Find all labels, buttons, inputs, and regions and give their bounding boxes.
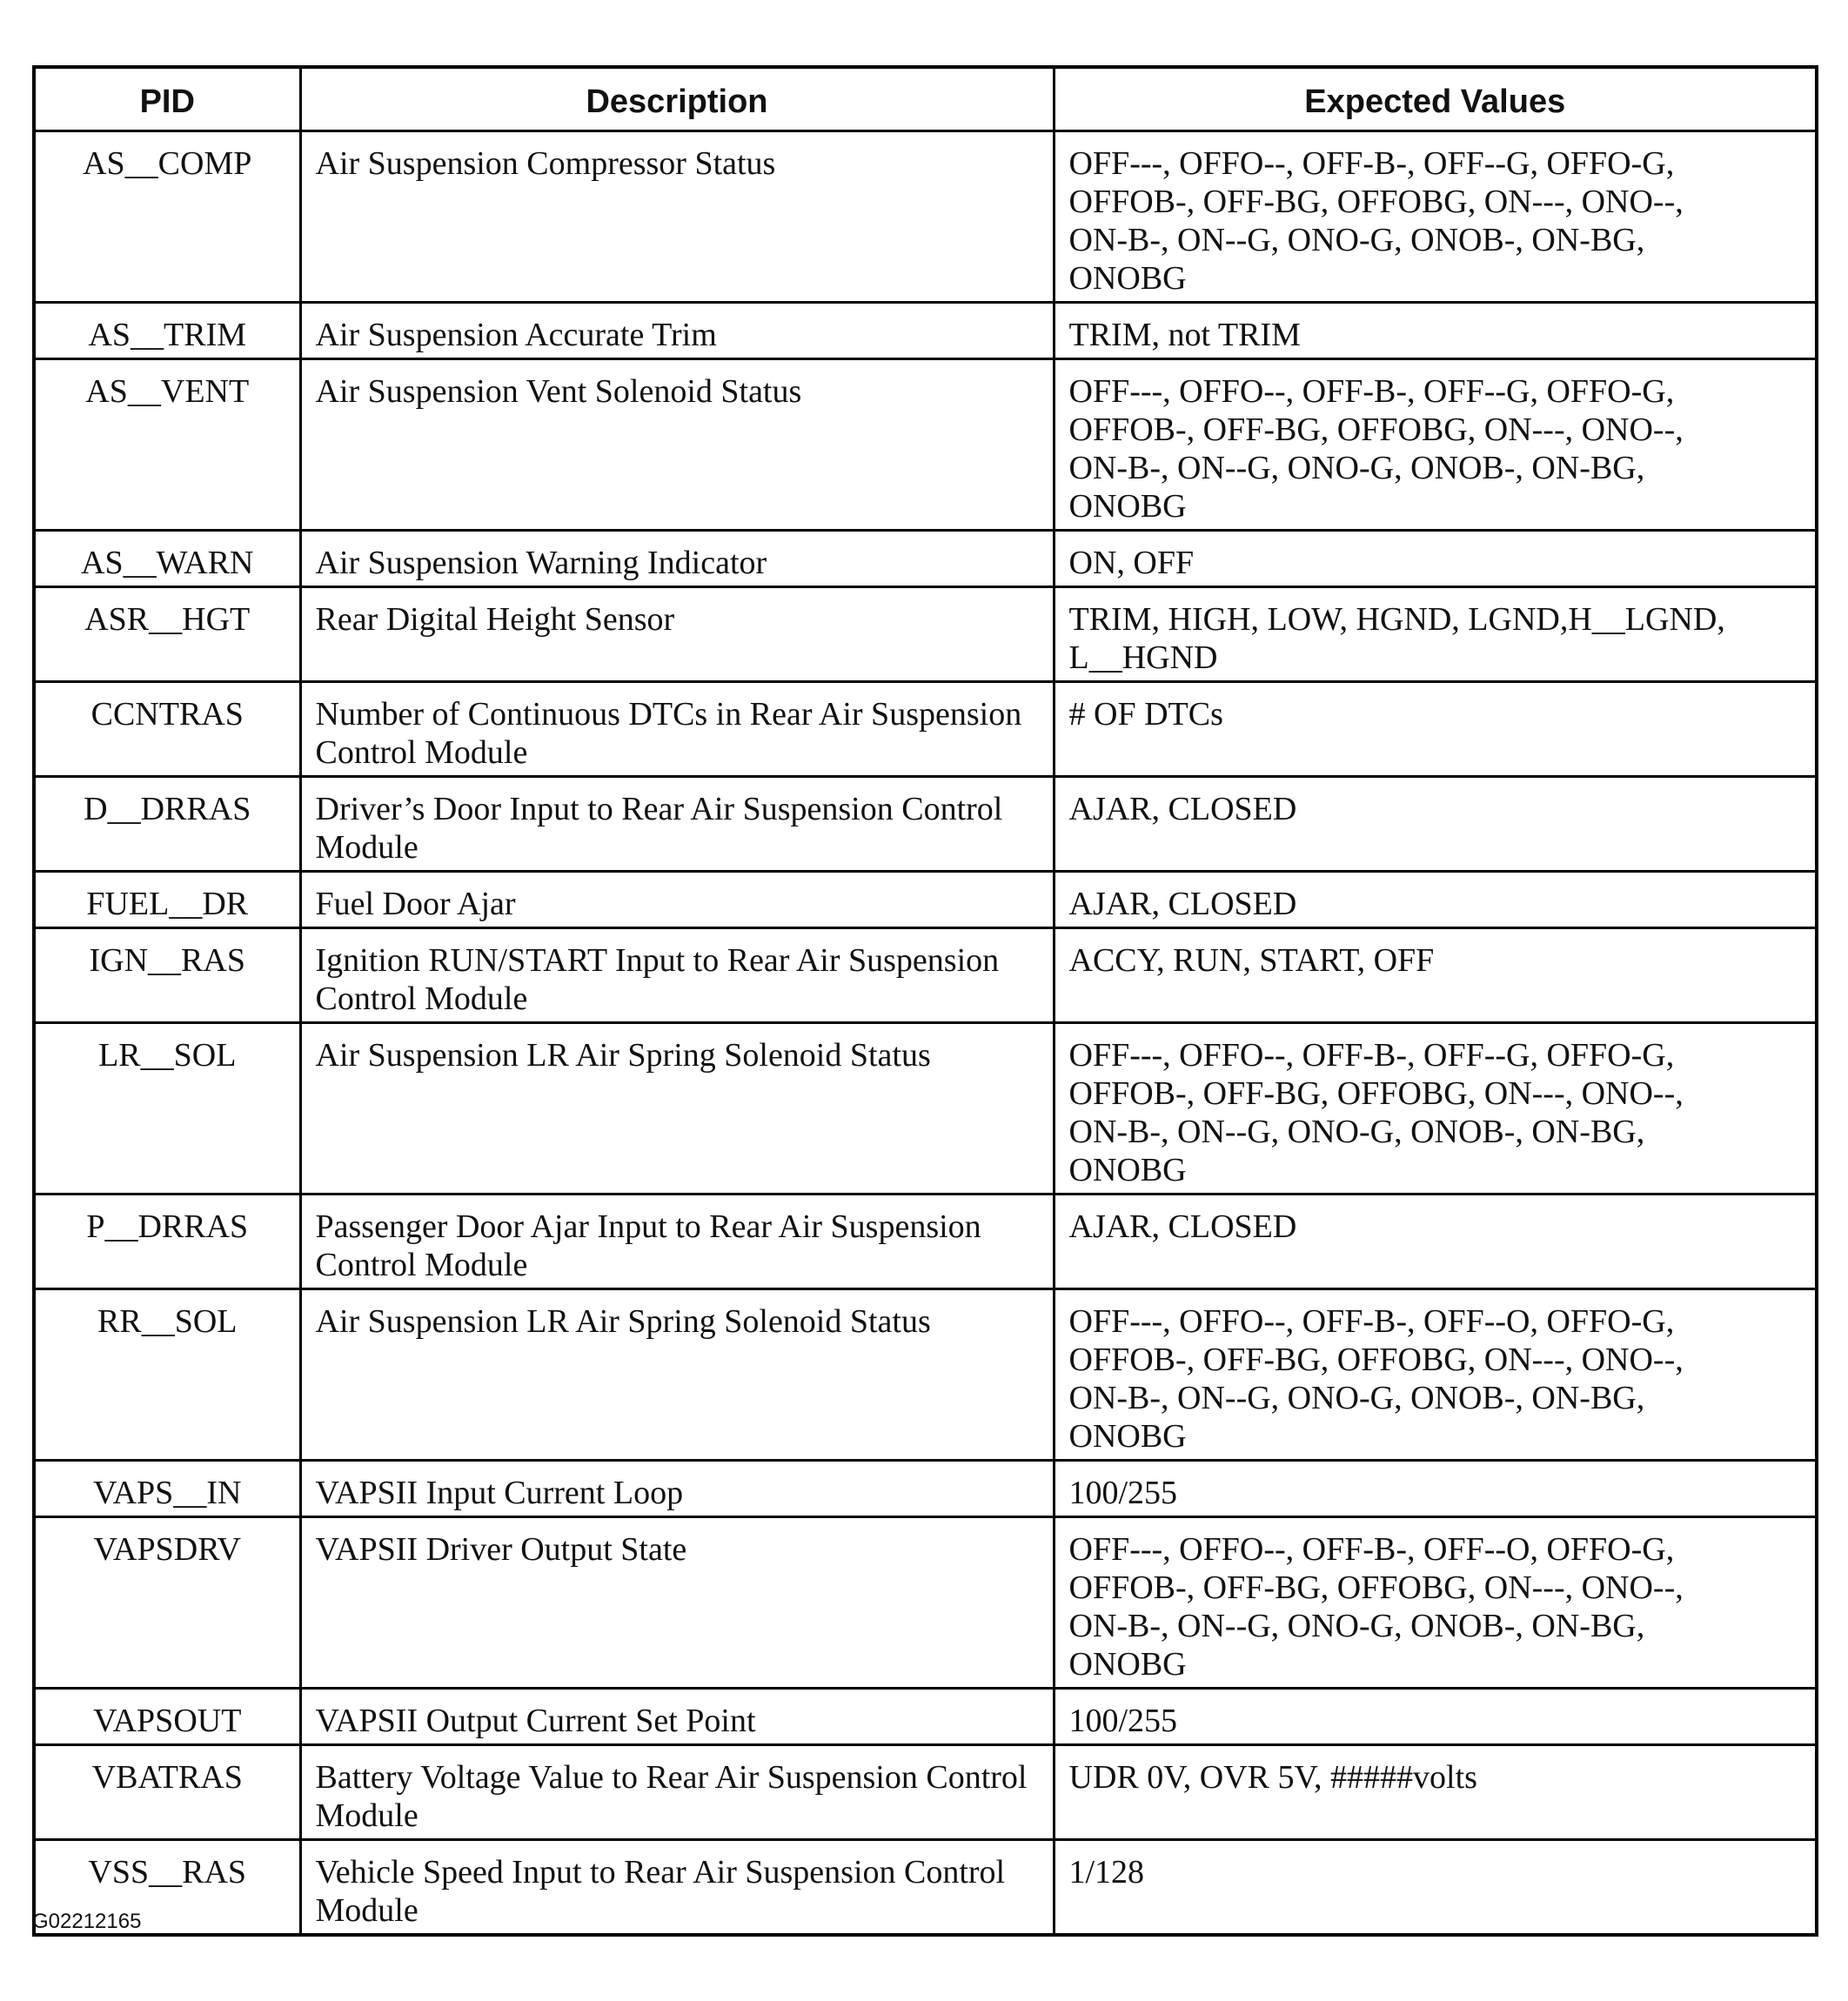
description-cell: Rear Digital Height Sensor bbox=[300, 587, 1054, 682]
table-row bbox=[34, 777, 1817, 872]
expected-values-cell bbox=[1054, 131, 1817, 303]
expected-value-line: ON-B-, ON--G, ONO-G, ONOB-, ON-BG, bbox=[1068, 1114, 1645, 1150]
expected-value-line: OFF---, OFFO--, OFF-B-, OFF--G, OFFO-G, bbox=[1068, 373, 1675, 410]
expected-values-cell bbox=[1054, 777, 1817, 872]
expected-values-cell bbox=[1054, 1840, 1817, 1936]
expected-value-line: ONOBG bbox=[1068, 1152, 1187, 1188]
description-cell: Vehicle Speed Input to Rear Air Suspension Control Module bbox=[300, 1840, 1054, 1936]
expected-value-line: OFF---, OFFO--, OFF-B-, OFF--O, OFFO-G, bbox=[1068, 1531, 1675, 1568]
expected-value-line: 1/128 bbox=[1068, 1854, 1145, 1891]
expected-value-line: OFFOB-, OFF-BG, OFFOBG, ON---, ONO--, bbox=[1068, 1569, 1684, 1606]
header-description: Description bbox=[300, 67, 1054, 131]
expected-value-line: AJAR, CLOSED bbox=[1068, 886, 1297, 922]
expected-value-line: OFF---, OFFO--, OFF-B-, OFF--O, OFFO-G, bbox=[1068, 1303, 1675, 1340]
expected-value-line: OFFOB-, OFF-BG, OFFOBG, ON---, ONO--, bbox=[1068, 1342, 1684, 1378]
pid-cell: ASR__HGT bbox=[34, 587, 300, 682]
table-row bbox=[34, 928, 1817, 1023]
header-expected-values: Expected Values bbox=[1054, 67, 1817, 131]
table-row bbox=[34, 1689, 1817, 1745]
table-row bbox=[34, 303, 1817, 359]
expected-values-cell bbox=[1054, 1689, 1817, 1745]
table-row bbox=[34, 531, 1817, 587]
table-row bbox=[34, 1289, 1817, 1461]
pid-cell: P__DRRAS bbox=[34, 1195, 300, 1289]
expected-value-line: TRIM, HIGH, LOW, HGND, LGND,H__LGND, bbox=[1068, 601, 1725, 638]
description-cell: VAPSII Input Current Loop bbox=[300, 1461, 1054, 1517]
pid-cell: VBATRAS bbox=[34, 1745, 300, 1840]
description-cell: Air Suspension Vent Solenoid Status bbox=[300, 359, 1054, 531]
description-cell: VAPSII Driver Output State bbox=[300, 1517, 1054, 1689]
expected-value-line: ON-B-, ON--G, ONO-G, ONOB-, ON-BG, bbox=[1068, 1608, 1645, 1644]
pid-cell: LR__SOL bbox=[34, 1023, 300, 1195]
expected-value-line: AJAR, CLOSED bbox=[1068, 1208, 1297, 1245]
pid-cell: AS__VENT bbox=[34, 359, 300, 531]
description-cell: Air Suspension Accurate Trim bbox=[300, 303, 1054, 359]
table-row bbox=[34, 359, 1817, 531]
expected-value-line: L__HGND bbox=[1068, 639, 1218, 676]
pid-table bbox=[32, 65, 1818, 1937]
expected-value-line: ONOBG bbox=[1068, 260, 1187, 297]
table-row bbox=[34, 1745, 1817, 1840]
table-row bbox=[34, 1023, 1817, 1195]
header-pid: PID bbox=[34, 67, 300, 131]
description-cell: Ignition RUN/START Input to Rear Air Suspension Control Module bbox=[300, 928, 1054, 1023]
expected-value-line: ONOBG bbox=[1068, 488, 1187, 525]
expected-values-cell bbox=[1054, 303, 1817, 359]
pid-cell: AS__WARN bbox=[34, 531, 300, 587]
expected-values-cell bbox=[1054, 682, 1817, 777]
expected-value-line: UDR 0V, OVR 5V, #####volts bbox=[1068, 1759, 1477, 1796]
expected-value-line: ON, OFF bbox=[1068, 545, 1195, 581]
description-cell: Air Suspension Compressor Status bbox=[300, 131, 1054, 303]
expected-value-line: OFFOB-, OFF-BG, OFFOBG, ON---, ONO--, bbox=[1068, 412, 1684, 448]
expected-value-line: ON-B-, ON--G, ONO-G, ONOB-, ON-BG, bbox=[1068, 222, 1645, 258]
table-row bbox=[34, 872, 1817, 928]
table-row bbox=[34, 1461, 1817, 1517]
description-cell: Number of Continuous DTCs in Rear Air Suspension Control Module bbox=[300, 682, 1054, 777]
pid-cell: AS__COMP bbox=[34, 131, 300, 303]
pid-cell: VAPSDRV bbox=[34, 1517, 300, 1689]
pid-cell: RR__SOL bbox=[34, 1289, 300, 1461]
description-cell: Passenger Door Ajar Input to Rear Air Suspension Control Module bbox=[300, 1195, 1054, 1289]
expected-value-line: 100/255 bbox=[1068, 1703, 1178, 1739]
table-row bbox=[34, 1195, 1817, 1289]
expected-value-line: OFF---, OFFO--, OFF-B-, OFF--G, OFFO-G, bbox=[1068, 1037, 1675, 1074]
figure-id: G02212165 bbox=[32, 1910, 142, 1933]
description-cell: Air Suspension LR Air Spring Solenoid Status bbox=[300, 1023, 1054, 1195]
table-header-row bbox=[34, 67, 1817, 131]
pid-cell: AS__TRIM bbox=[34, 303, 300, 359]
description-cell: Driver’s Door Input to Rear Air Suspension Control Module bbox=[300, 777, 1054, 872]
expected-value-line: 100/255 bbox=[1068, 1475, 1178, 1511]
expected-value-line: ONOBG bbox=[1068, 1646, 1187, 1683]
description-cell: Air Suspension Warning Indicator bbox=[300, 531, 1054, 587]
table-body bbox=[34, 131, 1817, 1936]
expected-values-cell bbox=[1054, 1461, 1817, 1517]
expected-value-line: TRIM, not TRIM bbox=[1068, 317, 1301, 353]
table-row bbox=[34, 587, 1817, 682]
pid-cell: D__DRRAS bbox=[34, 777, 300, 872]
expected-value-line: AJAR, CLOSED bbox=[1068, 791, 1297, 827]
pid-cell: VAPS__IN bbox=[34, 1461, 300, 1517]
pid-cell: VAPSOUT bbox=[34, 1689, 300, 1745]
expected-values-cell bbox=[1054, 587, 1817, 682]
table-row bbox=[34, 1517, 1817, 1689]
pid-cell: FUEL__DR bbox=[34, 872, 300, 928]
table-row bbox=[34, 1840, 1817, 1936]
expected-values-cell bbox=[1054, 1289, 1817, 1461]
description-cell: VAPSII Output Current Set Point bbox=[300, 1689, 1054, 1745]
pid-cell: CCNTRAS bbox=[34, 682, 300, 777]
description-cell: Air Suspension LR Air Spring Solenoid Status bbox=[300, 1289, 1054, 1461]
expected-values-cell bbox=[1054, 359, 1817, 531]
expected-value-line: OFF---, OFFO--, OFF-B-, OFF--G, OFFO-G, bbox=[1068, 145, 1675, 182]
expected-values-cell bbox=[1054, 1195, 1817, 1289]
pid-cell: VSS__RAS bbox=[34, 1840, 300, 1936]
pid-cell: IGN__RAS bbox=[34, 928, 300, 1023]
description-cell: Battery Voltage Value to Rear Air Suspension Control Module bbox=[300, 1745, 1054, 1840]
expected-values-cell bbox=[1054, 1517, 1817, 1689]
expected-value-line: OFFOB-, OFF-BG, OFFOBG, ON---, ONO--, bbox=[1068, 184, 1684, 220]
expected-value-line: ON-B-, ON--G, ONO-G, ONOB-, ON-BG, bbox=[1068, 1380, 1645, 1416]
table-row bbox=[34, 131, 1817, 303]
expected-values-cell bbox=[1054, 872, 1817, 928]
expected-value-line: ONOBG bbox=[1068, 1418, 1187, 1455]
expected-value-line: # OF DTCs bbox=[1068, 696, 1223, 733]
expected-values-cell bbox=[1054, 531, 1817, 587]
expected-value-line: OFFOB-, OFF-BG, OFFOBG, ON---, ONO--, bbox=[1068, 1075, 1684, 1112]
expected-value-line: ACCY, RUN, START, OFF bbox=[1068, 942, 1435, 979]
expected-value-line: ON-B-, ON--G, ONO-G, ONOB-, ON-BG, bbox=[1068, 450, 1645, 486]
description-cell: Fuel Door Ajar bbox=[300, 872, 1054, 928]
expected-values-cell bbox=[1054, 928, 1817, 1023]
expected-values-cell bbox=[1054, 1745, 1817, 1840]
table-row bbox=[34, 682, 1817, 777]
expected-values-cell bbox=[1054, 1023, 1817, 1195]
